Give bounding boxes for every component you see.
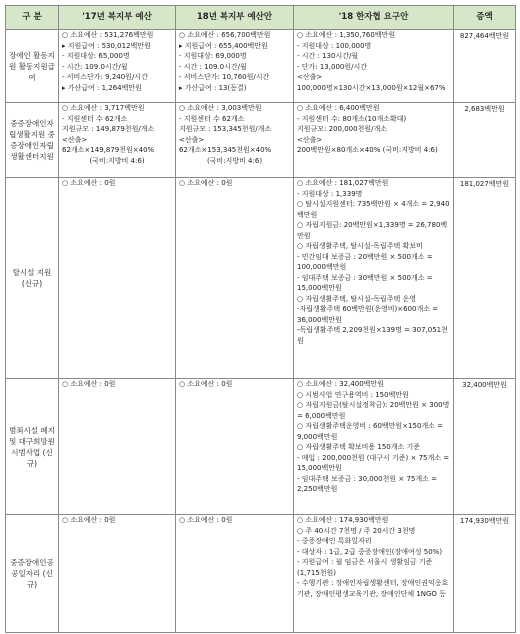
category-cell: 중증장애인공 공일자리 (신규) [6, 515, 59, 633]
cell-line: ○ 소요예산 : 3,717백만원 [62, 104, 145, 112]
cell-line: 지원규모 : 153,345천원/개소 [179, 125, 272, 133]
cell-line: ○ 소요예산 : 656,700백만원 [179, 31, 271, 39]
cell-line: ○ 주 40시간 7천명 / 주 20시간 3천명 [297, 526, 416, 535]
cell-line: ○ 소요예산 : 1,350,760백만원 [297, 31, 396, 39]
cell-line: ○ 소요예산 : 174,930백만원 [297, 516, 389, 524]
cell-line: 지원규모: 200,000천원/개소 [297, 125, 387, 133]
cell-line: (국비:지방비 4:6) [89, 156, 145, 165]
cell-line: ○ 소요예산 : 32,400백만원 [297, 380, 384, 388]
cell-line: ○ 소요예산 : 3,003백만원 [179, 104, 262, 112]
budget-2018-cell [176, 30, 294, 103]
increase-cell: 827,464백만원 [454, 30, 516, 103]
budget-2018-cell [176, 515, 294, 633]
cell-line: - 임대주택 보증금 : 30백만원 × 500개소 = 15,000백만원 [297, 273, 433, 292]
request-2018-cell [294, 103, 454, 178]
cell-line: <산출> [62, 135, 88, 144]
cell-line: ○ 소요예산 : 0원 [179, 380, 233, 388]
table-row [6, 178, 516, 379]
request-2018-cell [294, 178, 454, 379]
budget-2017-cell [59, 103, 176, 178]
header-2018-request: '18 한자협 요구안 [294, 6, 454, 30]
cell-line: - 지원대상: 69,000명 [179, 52, 247, 60]
budget-2017-cell [59, 379, 176, 515]
cell-line: - 지원급여 : 월 임금은 서울시 생활임금 기준(1,715천원) [297, 558, 433, 577]
category-cell: 중증장애인자립생활지원 중증장애인자립생활센터지원 [6, 103, 59, 178]
cell-line: ○ 소요예산 : 0원 [179, 179, 233, 187]
cell-line: ○ 자립생활주택, 탈시설-독립주택 운영 [297, 294, 416, 303]
cell-line: ○ 소요예산 : 181,027백만원 [297, 179, 389, 187]
cell-line: ○ 자립생활주택, 탈시설-독립주택 확보비 [297, 242, 423, 250]
cell-line: ○ 소요예산 : 0원 [62, 179, 116, 187]
cell-line: - 지원센터 수 62개소 [179, 114, 245, 123]
header-2018-budget: 18년 복지부 예산안 [176, 6, 294, 30]
cell-line: <산출> [297, 73, 323, 81]
category-cell: 범죄시설 폐지 및 대구희망원 시범사업 (신규) [6, 379, 59, 515]
cell-line: ▸ 지원급여 : 655,400백만원 [179, 41, 268, 50]
cell-line: ○ 소요예산 : 0원 [62, 380, 116, 388]
table-row [6, 30, 516, 103]
cell-line: <산출> [179, 135, 205, 144]
cell-line: ○ 자립지원금: 20백만원×1,339명 = 26,780백만원 [297, 221, 448, 240]
budget-table [5, 5, 516, 633]
cell-line: ○ 자립생활주택 확보비용 150개소 기준 [297, 443, 421, 451]
cell-line: - 민간임대 보증금 : 20백만원 × 500개소 = 100,000백만원 [297, 252, 433, 271]
cell-line: (국비:지방비 4:6) [206, 156, 263, 165]
cell-line: -자립생활주택 60백만원(운영비)×600개소 = 36,000백만원 [297, 305, 439, 324]
budget-2017-cell [59, 515, 176, 633]
cell-line: - 서비스단가: 10,760원/시간 [179, 73, 270, 81]
request-2018-cell [294, 515, 454, 633]
increase-cell: 2,683백만원 [454, 103, 516, 178]
cell-line: - 지원대상 : 100,000명 [297, 41, 372, 50]
cell-line: ○ 자립생활주택운영비 : 60백만원×150개소 = 9,000백만원 [297, 422, 444, 441]
budget-2017-cell [59, 30, 176, 103]
cell-line: ○ 탈시설지원센터: 735백만원 × 4개소 = 2,940백만원 [297, 200, 450, 219]
budget-2017-cell [59, 178, 176, 379]
budget-2018-cell [176, 178, 294, 379]
request-2018-cell [294, 379, 454, 515]
category-cell: 탈시설 지원 (신규) [6, 178, 59, 379]
budget-2018-cell [176, 103, 294, 178]
cell-line: ▸ 지원급여 : 530,012백만원 [62, 41, 151, 50]
cell-line: ▸ 가산급여 : 1,264백만원 [62, 83, 142, 92]
cell-line: ▸ 가산급여 : 13(동결) [179, 83, 247, 92]
increase-cell: 174,930백만원 [454, 515, 516, 633]
table-header-row [6, 6, 516, 30]
cell-line: - 수행기관 : 장애인자립생활센터, 장애인권익옹호기관, 장애인평생교육기관, 장애인단체 1NGO 등 [297, 579, 449, 598]
cell-line: - 지원대상: 65,000명 [62, 52, 130, 60]
cell-line: - 대상자 : 1급, 2급 중증장애인(장애여성 50%) [297, 547, 443, 556]
increase-cell: 181,027백만원 [454, 178, 516, 379]
cell-line: 62개소×149,879천원×40% [62, 146, 155, 154]
cell-line: ○ 소요예산 : 6,400백만원 [297, 104, 380, 112]
budget-2018-cell [176, 379, 294, 515]
cell-line: - 서비스단가: 9,240원/시간 [62, 73, 148, 81]
cell-line: <산출> [297, 135, 323, 144]
cell-line: 100,000명×130시간×13,000원×12월×67% [297, 83, 446, 92]
cell-line: ○ 시범사업 연구용역비 : 150백만원 [297, 390, 409, 399]
cell-line: 지원규모 : 149,879천원/개소 [62, 125, 155, 133]
cell-line: - 중증장애인 특화일자리 [297, 537, 372, 545]
cell-line: - 시간: 109.0시간/월 [62, 62, 128, 71]
cell-line: - 단가: 13,000원/시간 [297, 62, 367, 71]
cell-line: - 지원센터 수: 80개소(10개소확대) [297, 114, 407, 123]
table-row [6, 379, 516, 515]
request-2018-cell [294, 30, 454, 103]
cell-line: ○ 소요예산 : 0원 [62, 516, 116, 524]
cell-line: -독립생활주택 2,209천원×139명 = 307,051천원 [297, 326, 448, 345]
category-cell: 장애인 활동지원 활동지원급여 [6, 30, 59, 103]
cell-line: - 매입 : 200,000천원 (대구시 기준) × 75개소 = 15,000백만원 [297, 453, 450, 472]
cell-line: ○ 소요예산 : 531,276백만원 [62, 31, 154, 39]
header-increase: 증액 [454, 6, 516, 30]
cell-line: - 지원센터 수 62개소 [62, 114, 128, 123]
header-category: 구 분 [6, 6, 59, 30]
cell-line: ○ 자립지원금(탈시설정착금): 20백만원 × 300명 = 6,000백만원 [297, 401, 450, 420]
header-2017-budget: '17년 복지부 예산 [59, 6, 176, 30]
cell-line: - 시간 : 109.0시간/월 [179, 62, 247, 71]
table-row [6, 515, 516, 633]
cell-line: - 임대주택 보증금 : 30,000천원 × 75개소 = 2,250백만원 [297, 474, 437, 493]
cell-line: - 지원대상 : 1,339명 [297, 189, 363, 198]
cell-line: - 시간 : 130시간/월 [297, 52, 359, 60]
increase-cell: 32,400백만원 [454, 379, 516, 515]
cell-line: 200백만원×80개소×40% (국비:지방비 4:6) [297, 146, 438, 154]
table-row [6, 103, 516, 178]
cell-line: ○ 소요예산 : 0원 [179, 516, 233, 524]
cell-line: 62개소×153,345천원×40% [179, 146, 272, 154]
